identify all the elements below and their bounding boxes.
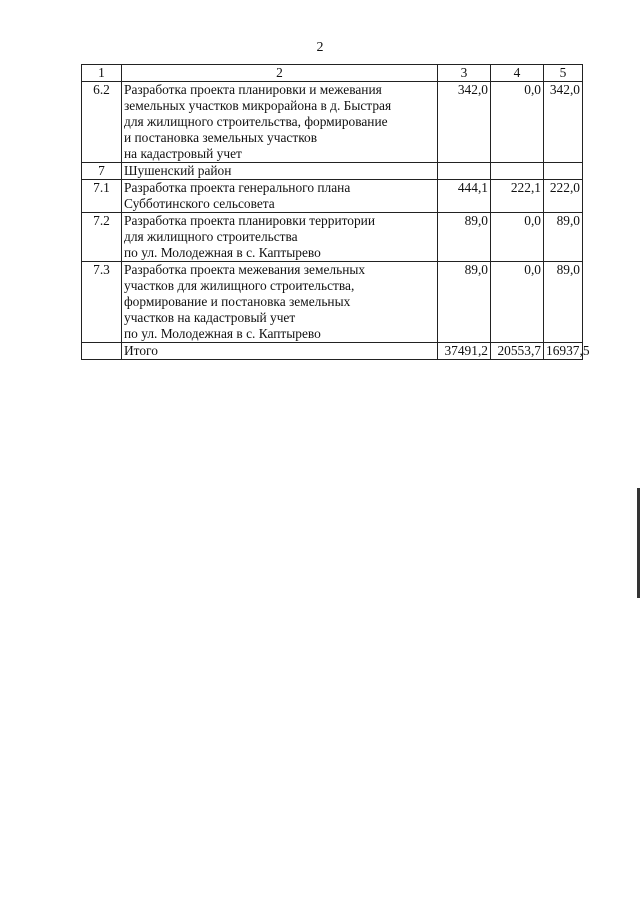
header-col-1: 1	[82, 65, 122, 82]
header-col-3: 3	[438, 65, 491, 82]
description-line: формирование и постановка земельных	[124, 294, 351, 309]
row-number: 7.3	[82, 262, 122, 343]
page-number: 2	[316, 40, 324, 55]
value-col-3: 89,0	[438, 213, 491, 262]
value-col-5: 342,0	[544, 82, 583, 163]
row-number	[82, 343, 122, 360]
description-line: Разработка проекта планировки территории	[124, 213, 376, 228]
row-description	[122, 343, 438, 360]
value-col-4: 0,0	[491, 262, 544, 343]
header-col-5: 5	[544, 65, 583, 82]
row-description	[122, 262, 438, 343]
row-number: 7.2	[82, 213, 122, 262]
value-col-4: 0,0	[491, 82, 544, 163]
description-line: по ул. Молодежная в с. Каптырево	[124, 326, 321, 341]
description-line: для жилищного строительства	[124, 229, 298, 244]
table-row	[82, 180, 583, 213]
description-line: участков для жилищного строительства,	[124, 278, 355, 293]
value-col-4: 222,1	[491, 180, 544, 213]
row-description	[122, 82, 438, 163]
table-row	[82, 262, 583, 343]
description-line: участков на кадастровый учет	[124, 310, 296, 325]
table-row	[82, 343, 583, 360]
table-row	[82, 82, 583, 163]
value-col-4	[491, 163, 544, 180]
row-description	[122, 163, 438, 180]
value-col-4: 0,0	[491, 213, 544, 262]
description-line: Итого	[124, 343, 158, 358]
table-row	[82, 163, 583, 180]
budget-table	[81, 64, 590, 360]
value-col-4: 20553,7	[491, 343, 544, 360]
header-col-2: 2	[122, 65, 438, 82]
value-col-3: 444,1	[438, 180, 491, 213]
value-col-5: 89,0	[544, 213, 583, 262]
description-line: и постановка земельных участков	[124, 130, 318, 145]
row-number: 7	[82, 163, 122, 180]
description-line: Разработка проекта генерального плана	[124, 180, 351, 195]
description-line: Шушенский район	[124, 163, 232, 178]
value-col-5	[544, 163, 583, 180]
value-col-3: 342,0	[438, 82, 491, 163]
description-line: для жилищного строительства, формирование	[124, 114, 388, 129]
row-description	[122, 180, 438, 213]
description-line: Разработка проекта межевания земельных	[124, 262, 366, 277]
value-col-3: 37491,2	[438, 343, 491, 360]
description-line: по ул. Молодежная в с. Каптырево	[124, 245, 321, 260]
table-row	[82, 213, 583, 262]
description-line: Субботинского сельсовета	[124, 196, 275, 211]
value-col-5: 16937,5	[544, 343, 583, 360]
description-line: на кадастровый учет	[124, 146, 242, 161]
value-col-5: 89,0	[544, 262, 583, 343]
row-description	[122, 213, 438, 262]
value-col-5: 222,0	[544, 180, 583, 213]
description-line: земельных участков микрорайона в д. Быстрая	[124, 98, 392, 113]
row-number: 6.2	[82, 82, 122, 163]
row-number: 7.1	[82, 180, 122, 213]
header-col-4: 4	[491, 65, 544, 82]
table-header-row	[82, 65, 583, 82]
value-col-3: 89,0	[438, 262, 491, 343]
description-line: Разработка проекта планировки и межевания	[124, 82, 382, 97]
value-col-3	[438, 163, 491, 180]
